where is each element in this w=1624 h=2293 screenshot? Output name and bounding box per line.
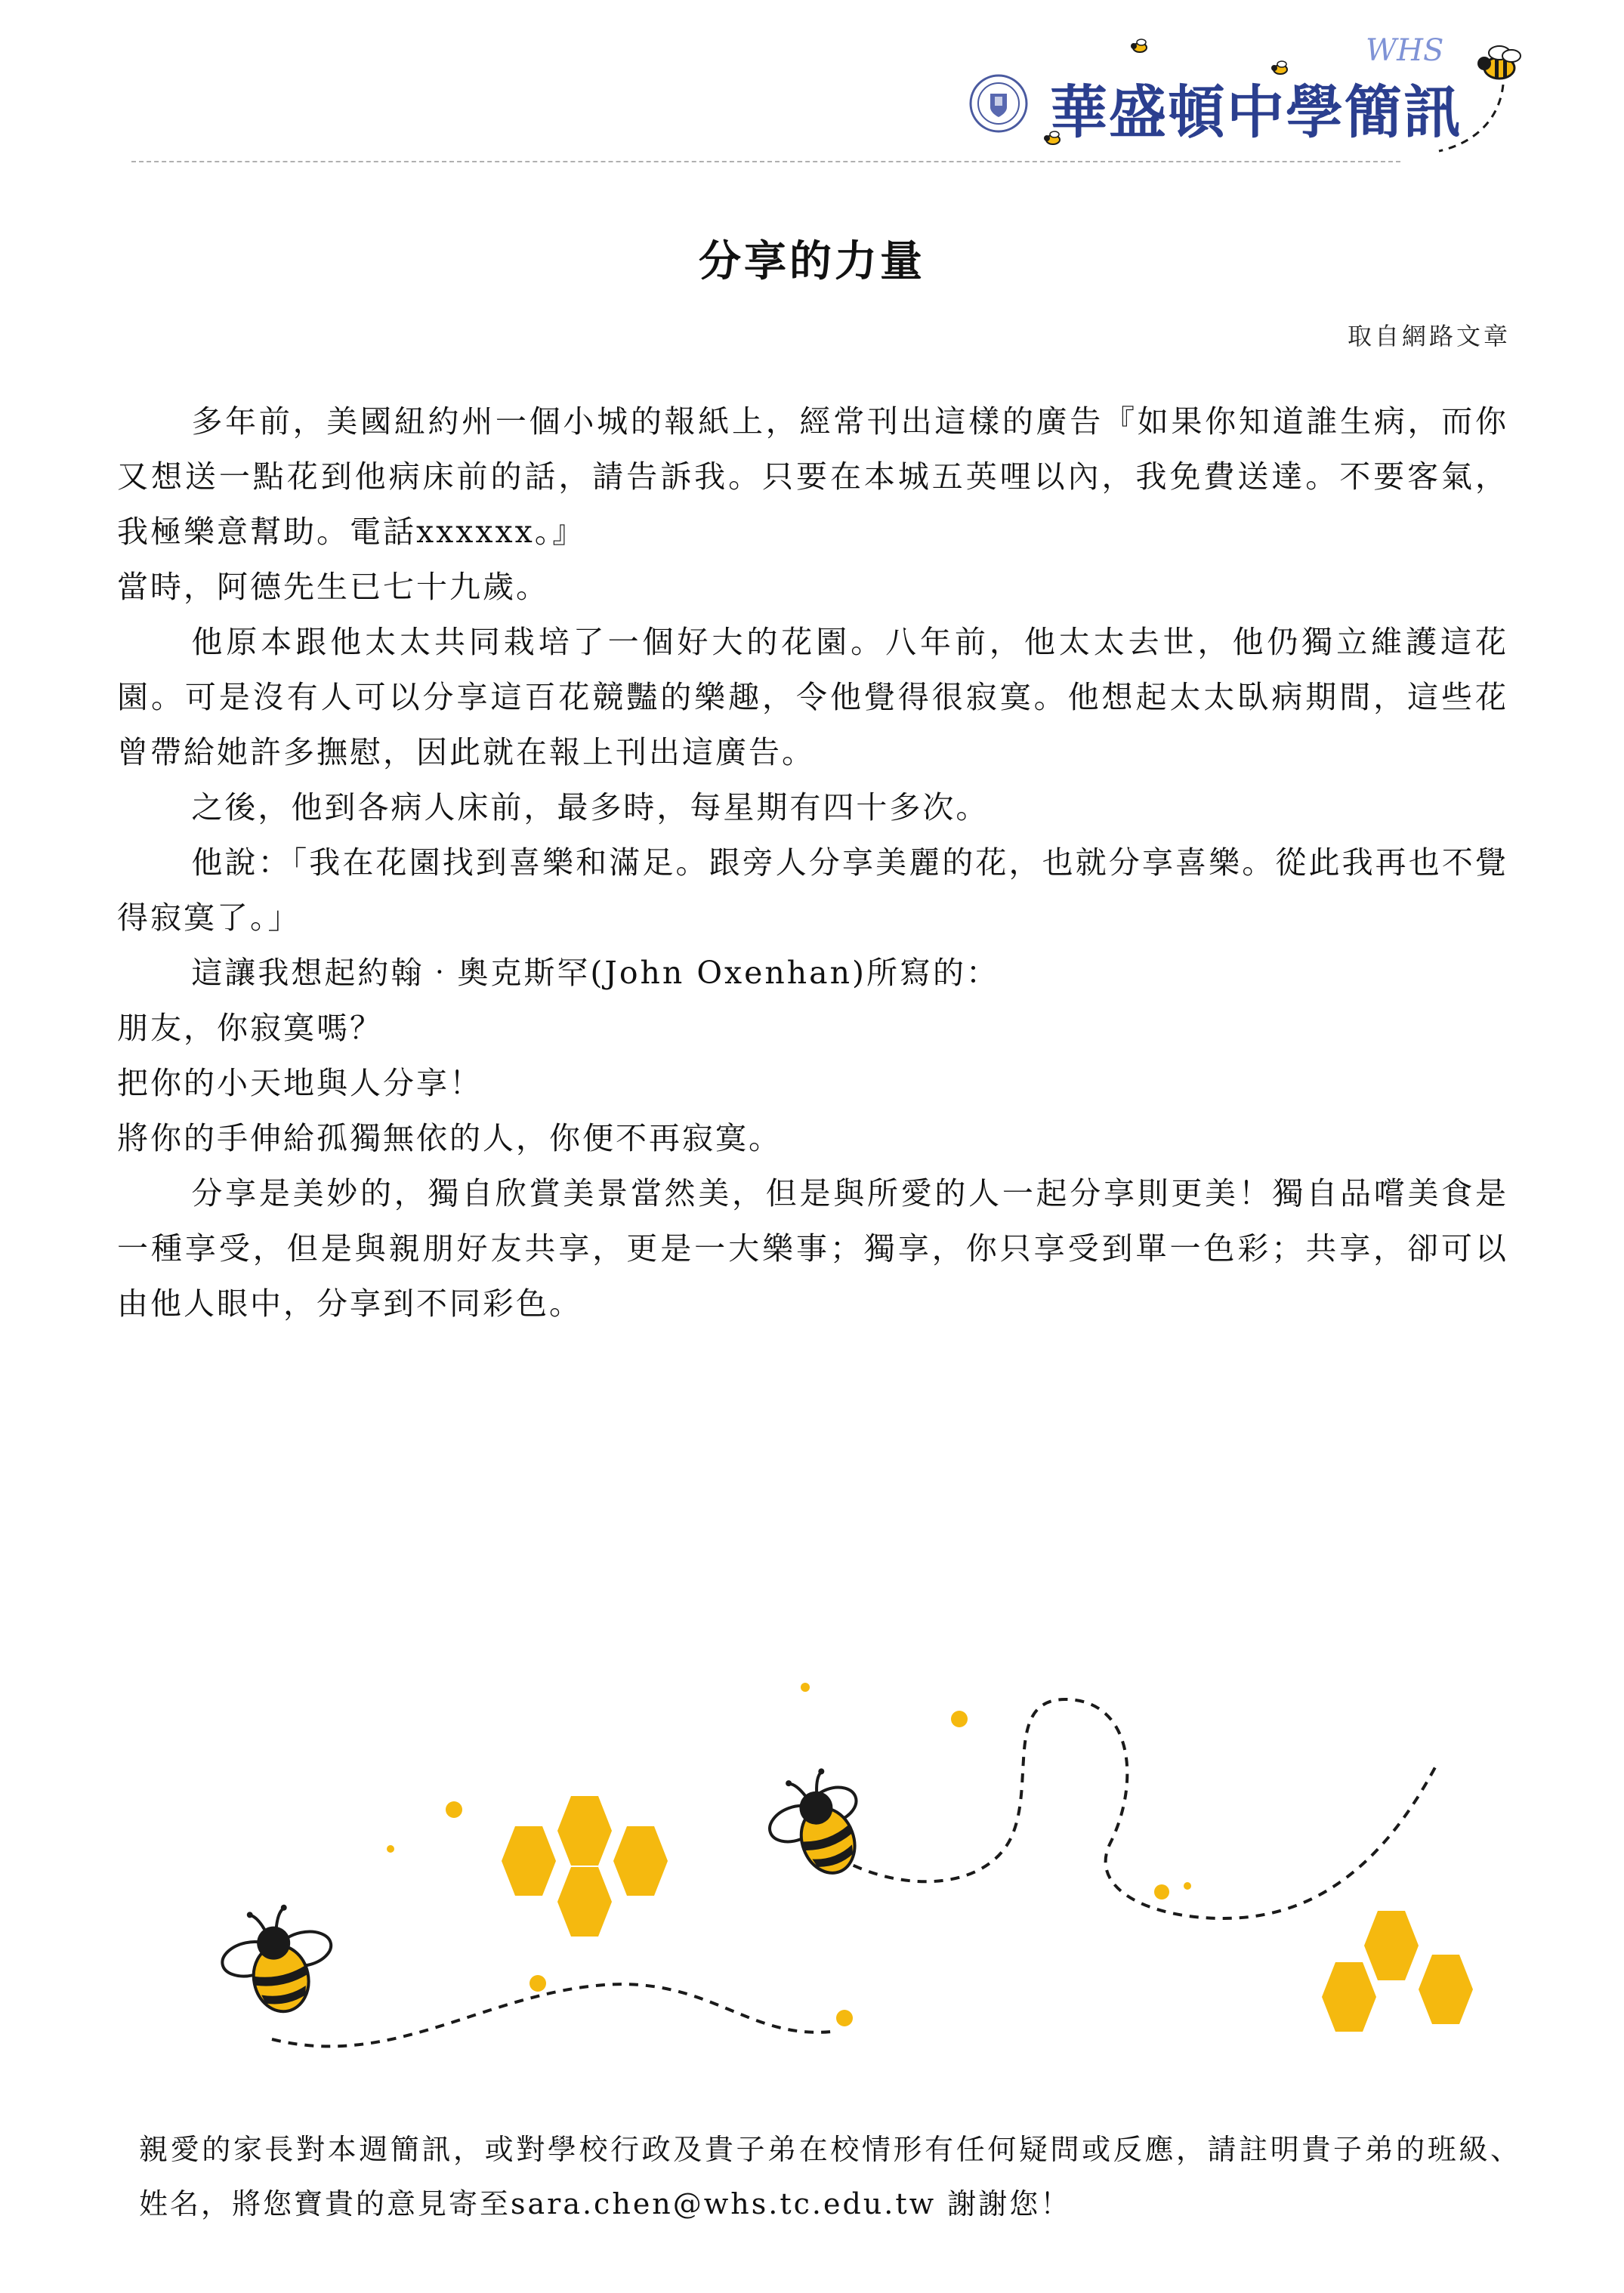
footer-contact-note: 親愛的家長對本週簡訊，或對學校行政及貴子弟在校情形有任何疑問或反應，請註明貴子弟的班級、姓名，將您寶貴的意見寄至sara.chen@whs.tc.edu.tw 謝謝您！ [139,2133,1521,2220]
article-paragraph: 他原本跟他太太共同栽培了一個好大的花園。八年前，他太太去世，他仍獨立維護這花園。可是沒有人可以分享這百花競豔的樂趣，令他覺得很寂寞。他想起太太臥病期間，這些花曾帶給她許多撫慰，因此就在報上刊出這廣告。 [117,624,1508,770]
poem-line: 朋友，你寂寞嗎？ [117,1010,383,1046]
article-paragraph: 他說：「我在花園找到喜樂和滿足。跟旁人分享美麗的花，也就分享喜樂。從此我再也不覺得寂寞了。」 [117,844,1508,936]
article-paragraph: 多年前，美國紐約州一個小城的報紙上，經常刊出這樣的廣告『如果你知道誰生病，而你又想送一點花到他病床前的話，請告訴我。只要在本城五英哩以內，我免費送達。不要客氣，我極樂意幫助。電話xxxxxx。』 [117,403,1508,550]
whs-tag: WHS [1366,33,1444,68]
newsletter-header [0,0,1624,174]
header-divider [131,161,1400,162]
article-body [117,394,1508,1332]
article-paragraph: 之後，他到各病人床前，最多時，每星期有四十多次。 [191,789,990,826]
honeycomb-icon [502,1796,668,1937]
bee-icon [1131,39,1147,52]
school-seal-icon [969,74,1028,133]
poem-line: 將你的手伸給孤獨無依的人，你便不再寂寞。 [117,1120,782,1156]
article-paragraph: 分享是美妙的，獨自欣賞美景當然美，但是與所愛的人一起分享則更美！獨自品嚐美食是一種享受，但是與親朋好友共享，更是一大樂事；獨享，你只享受到單一色彩；共享，卻可以由他人眼中，分享到不同彩色。 [117,1175,1508,1322]
article-source: 取自網路文章 [1347,322,1511,350]
article-title: 分享的力量 [699,237,925,286]
article-paragraph: 這讓我想起約翰‧奧克斯罕(John Oxenhan)所寫的： [191,955,1000,991]
poem-line: 把你的小天地與人分享！ [117,1065,483,1101]
article-paragraph: 當時，阿德先生已七十九歲。 [117,569,549,605]
bee-icon [755,1761,877,1889]
honeycomb-icon [1322,1911,1473,2032]
school-newsletter-title: 華盛頓中學簡訊 [1050,79,1462,146]
bee-icon [213,1896,343,2022]
bee-honeycomb-illustration [0,1631,1624,2100]
dotted-flight-path [272,1984,831,2046]
dotted-flight-path [838,1699,1435,1918]
bee-icon [1477,46,1521,79]
